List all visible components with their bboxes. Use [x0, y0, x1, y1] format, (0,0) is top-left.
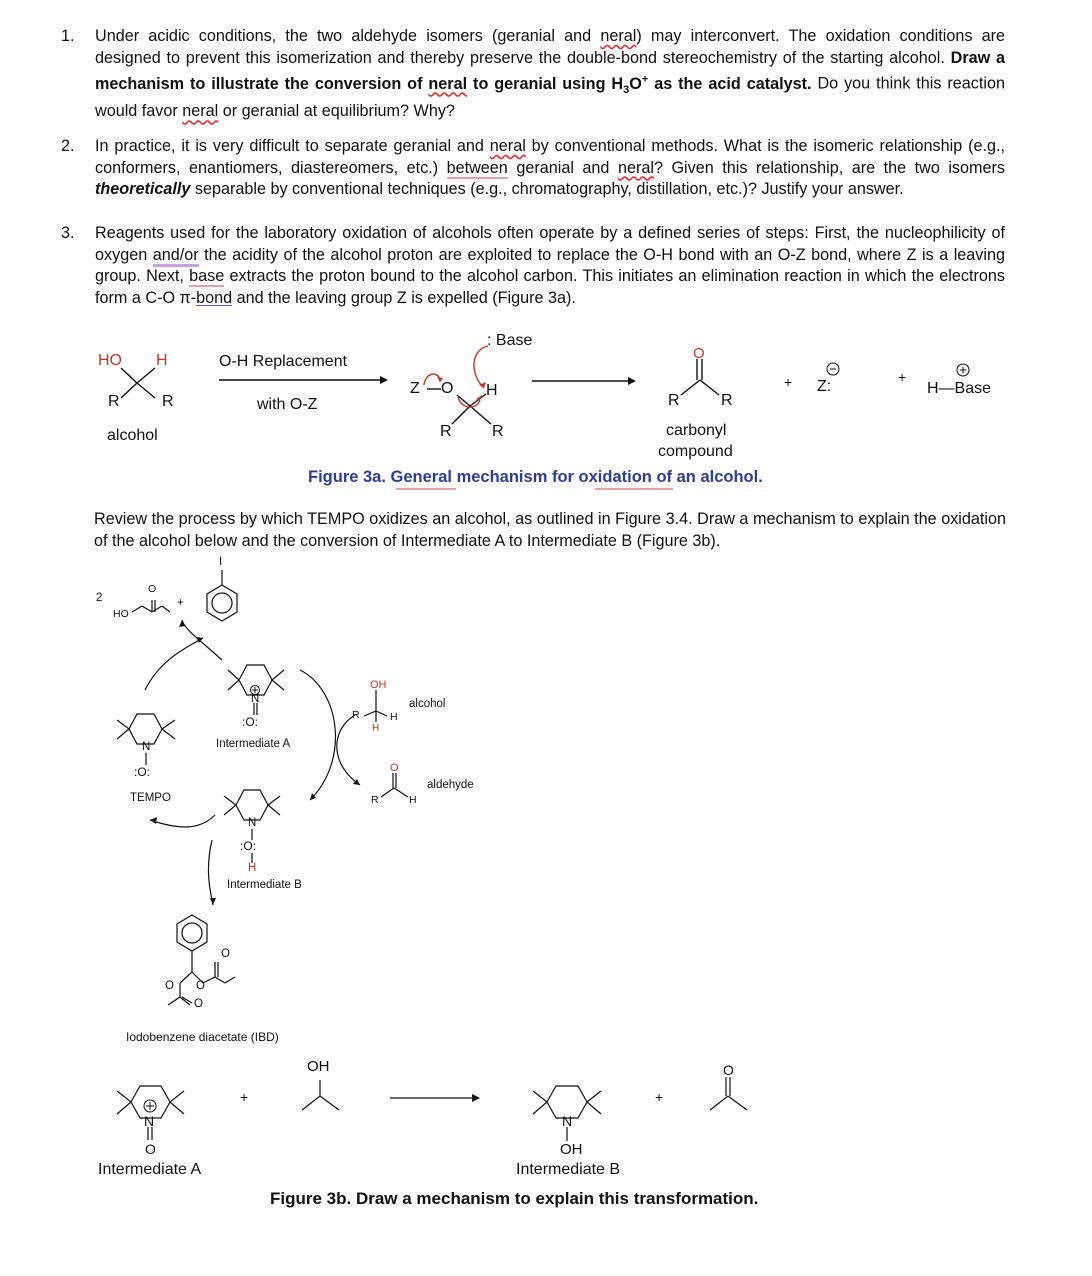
q2-text-4: ? Given this relationship, are the two isomers: [653, 158, 1005, 177]
caption-oxidation: oxidation: [578, 468, 652, 486]
figure-3a-caption: [308, 468, 763, 487]
oh-replacement-label: O-H Replacement: [219, 353, 348, 370]
tempo-n: N: [142, 741, 151, 753]
fig3b-intA-o: O: [145, 1141, 156, 1157]
caption-part: Figure 3a.: [308, 468, 391, 486]
carbonyl-oxygen: O: [693, 345, 705, 362]
alcohol-ho-small: HO: [113, 608, 129, 620]
carbonyl-r-right: R: [721, 392, 733, 409]
base-label: : Base: [487, 332, 533, 349]
ibd-label: Iodobenzene diacetate (IBD): [126, 1030, 279, 1044]
review-paragraph: Review the process by which TEMPO oxidizes an alcohol, as outlined in Figure 3.4. Draw a mechanism to explain the oxidation of the alcohol below and the conversion of Intermediate A to Intermediate B (Figure 3b).: [94, 510, 1006, 550]
with-oz-label: with O-Z: [257, 396, 318, 413]
q1-o: O: [629, 74, 642, 93]
caption-general: General: [390, 468, 452, 486]
aldehyde-label: aldehyde: [427, 779, 474, 791]
aldehyde-h: H: [409, 794, 417, 806]
spell-neral: neral: [600, 27, 637, 45]
intermediate-r-right: R: [492, 423, 504, 440]
aldehyde-r: R: [371, 794, 379, 806]
carbonyl-r-left: R: [668, 392, 680, 409]
grammar-andor: and/or: [153, 246, 199, 267]
alcohol-r-right: R: [162, 393, 174, 410]
spell-neral: neral: [428, 74, 468, 93]
tempo-label: TEMPO: [130, 792, 171, 804]
spell-neral: neral: [182, 102, 219, 121]
intA-n: N: [251, 693, 260, 705]
q2-text-5: separable by conventional techniques (e.g., chromatography, distillation, etc.)? Justify your answer.: [190, 180, 904, 199]
alcohol-r-left: R: [108, 393, 120, 410]
alcohol-h: H: [156, 352, 168, 369]
grammar-between: between: [446, 158, 508, 177]
alcohol-cycle-label: alcohol: [409, 698, 446, 710]
alcohol-ho: HO: [98, 352, 122, 369]
carbonyl-label-2: compound: [658, 443, 733, 460]
q1-sup: +: [641, 73, 649, 86]
q2-text-1: In practice, it is very difficult to separate geranial and: [95, 137, 490, 155]
fig3b-oh: OH: [307, 1058, 330, 1075]
plus-sign: +: [784, 374, 793, 390]
fig3b-plus-1: +: [240, 1089, 249, 1105]
spell-neral: neral: [617, 158, 654, 177]
spell-neral: neral: [489, 137, 526, 155]
q1-text-1: Under acidic conditions, the two aldehyde isomers (geranial and: [95, 27, 601, 45]
q3-text-4: and the leaving group Z is expelled (Figure 3a).: [232, 288, 576, 307]
q3-text-1: Reagents used for the laboratory oxidation of alcohols often operate by a defined series of steps: First, the nucleophilicity of oxygen: [95, 224, 1005, 264]
acetone-o: O: [723, 1062, 734, 1078]
caption-part: mechanism for: [451, 468, 579, 486]
intermediate-a-cycle: Intermediate A: [216, 738, 291, 750]
alcohol-label: alcohol: [107, 427, 158, 444]
stoich-2: 2: [96, 592, 103, 604]
question-number: 3.: [61, 224, 75, 242]
q1-text-3: Do you think this reaction would favor: [95, 74, 1005, 121]
fig3b-intA-n: N: [144, 1113, 155, 1129]
aldehyde-o-red: O: [390, 762, 399, 774]
ibd-o-1: O: [221, 948, 230, 960]
intB-n: N: [248, 817, 257, 829]
fig3b-intB-n: N: [562, 1113, 573, 1129]
q2-text-3: geranial and: [507, 158, 618, 177]
q2-text-2: by conventional methods. What is the isomeric relationship (e.g., conformers, enantiomers, diastereomers, etc.): [95, 137, 1005, 177]
intermediate-b-cycle: Intermediate B: [227, 879, 302, 891]
intB-h: H: [248, 862, 257, 874]
intB-o: :O:: [240, 839, 257, 853]
q3-text-3: extracts the proton bound to the alcohol carbon. This initiates an elimination reaction in which the electrons form a C-O π-: [95, 267, 1005, 307]
grammar-bond: bond: [196, 288, 233, 307]
intermediate-h: H: [486, 382, 498, 399]
intA-o: :O:: [242, 715, 259, 729]
fig3b-plus-2: +: [655, 1089, 664, 1105]
q1-text-2: ) may interconvert. The oxidation conditions are designed to prevent this isomerization and thereby preserve the double-bond stereochemistry of the starting alcohol.: [95, 27, 1005, 67]
fig3b-intB-label: Intermediate B: [516, 1161, 621, 1178]
ibd-o-3: O: [196, 980, 205, 992]
plus-small: +: [177, 597, 184, 609]
q1-bold-1: Draw a mechanism to illustrate the conversion of: [95, 48, 1005, 93]
plus-sign: +: [898, 369, 907, 385]
q2-theoretically: theoretically: [95, 180, 191, 199]
q1-text-4: or geranial at equilibrium? Why?: [218, 102, 455, 121]
q1-bold-2: to geranial using H: [467, 74, 624, 93]
z-anion: Z:: [817, 378, 832, 395]
intermediate-r-left: R: [440, 423, 452, 440]
question-number: 1.: [61, 27, 75, 45]
fig3b-intA-label: Intermediate A: [98, 1161, 202, 1178]
ibd-o-2: O: [165, 980, 174, 992]
carbonyl-label-1: carbonyl: [666, 422, 727, 439]
q1-bold-3: as the acid catalyst.: [648, 74, 812, 93]
iodine-label: I: [219, 556, 223, 568]
carbonyl-o-small: O: [148, 583, 157, 595]
alcohol-h-red: H: [372, 723, 380, 734]
fig3b-intB-oh: OH: [560, 1141, 583, 1158]
ibd-o-4: O: [194, 998, 203, 1010]
question-number: 2.: [61, 137, 75, 155]
q1-sub: 3: [623, 83, 630, 96]
alcohol-oh-red: OH: [370, 679, 387, 691]
h-base-cation: H—Base: [927, 380, 992, 397]
intermediate-oxygen: O: [441, 380, 454, 397]
alcohol-r: R: [352, 709, 360, 721]
figure-3b-caption: Figure 3b. Draw a mechanism to explain this transformation.: [270, 1189, 759, 1208]
grammar-base: base: [189, 267, 225, 286]
tempo-o: :O:: [134, 765, 151, 779]
caption-part: of an alcohol.: [651, 468, 763, 486]
z-group: Z: [410, 380, 420, 397]
q3-text-2: the acidity of the alcohol proton are exploited to replace the O-H bond with an O-Z bond, where Z is a leaving group. Next,: [95, 245, 1005, 286]
alcohol-h-right: H: [390, 711, 398, 723]
